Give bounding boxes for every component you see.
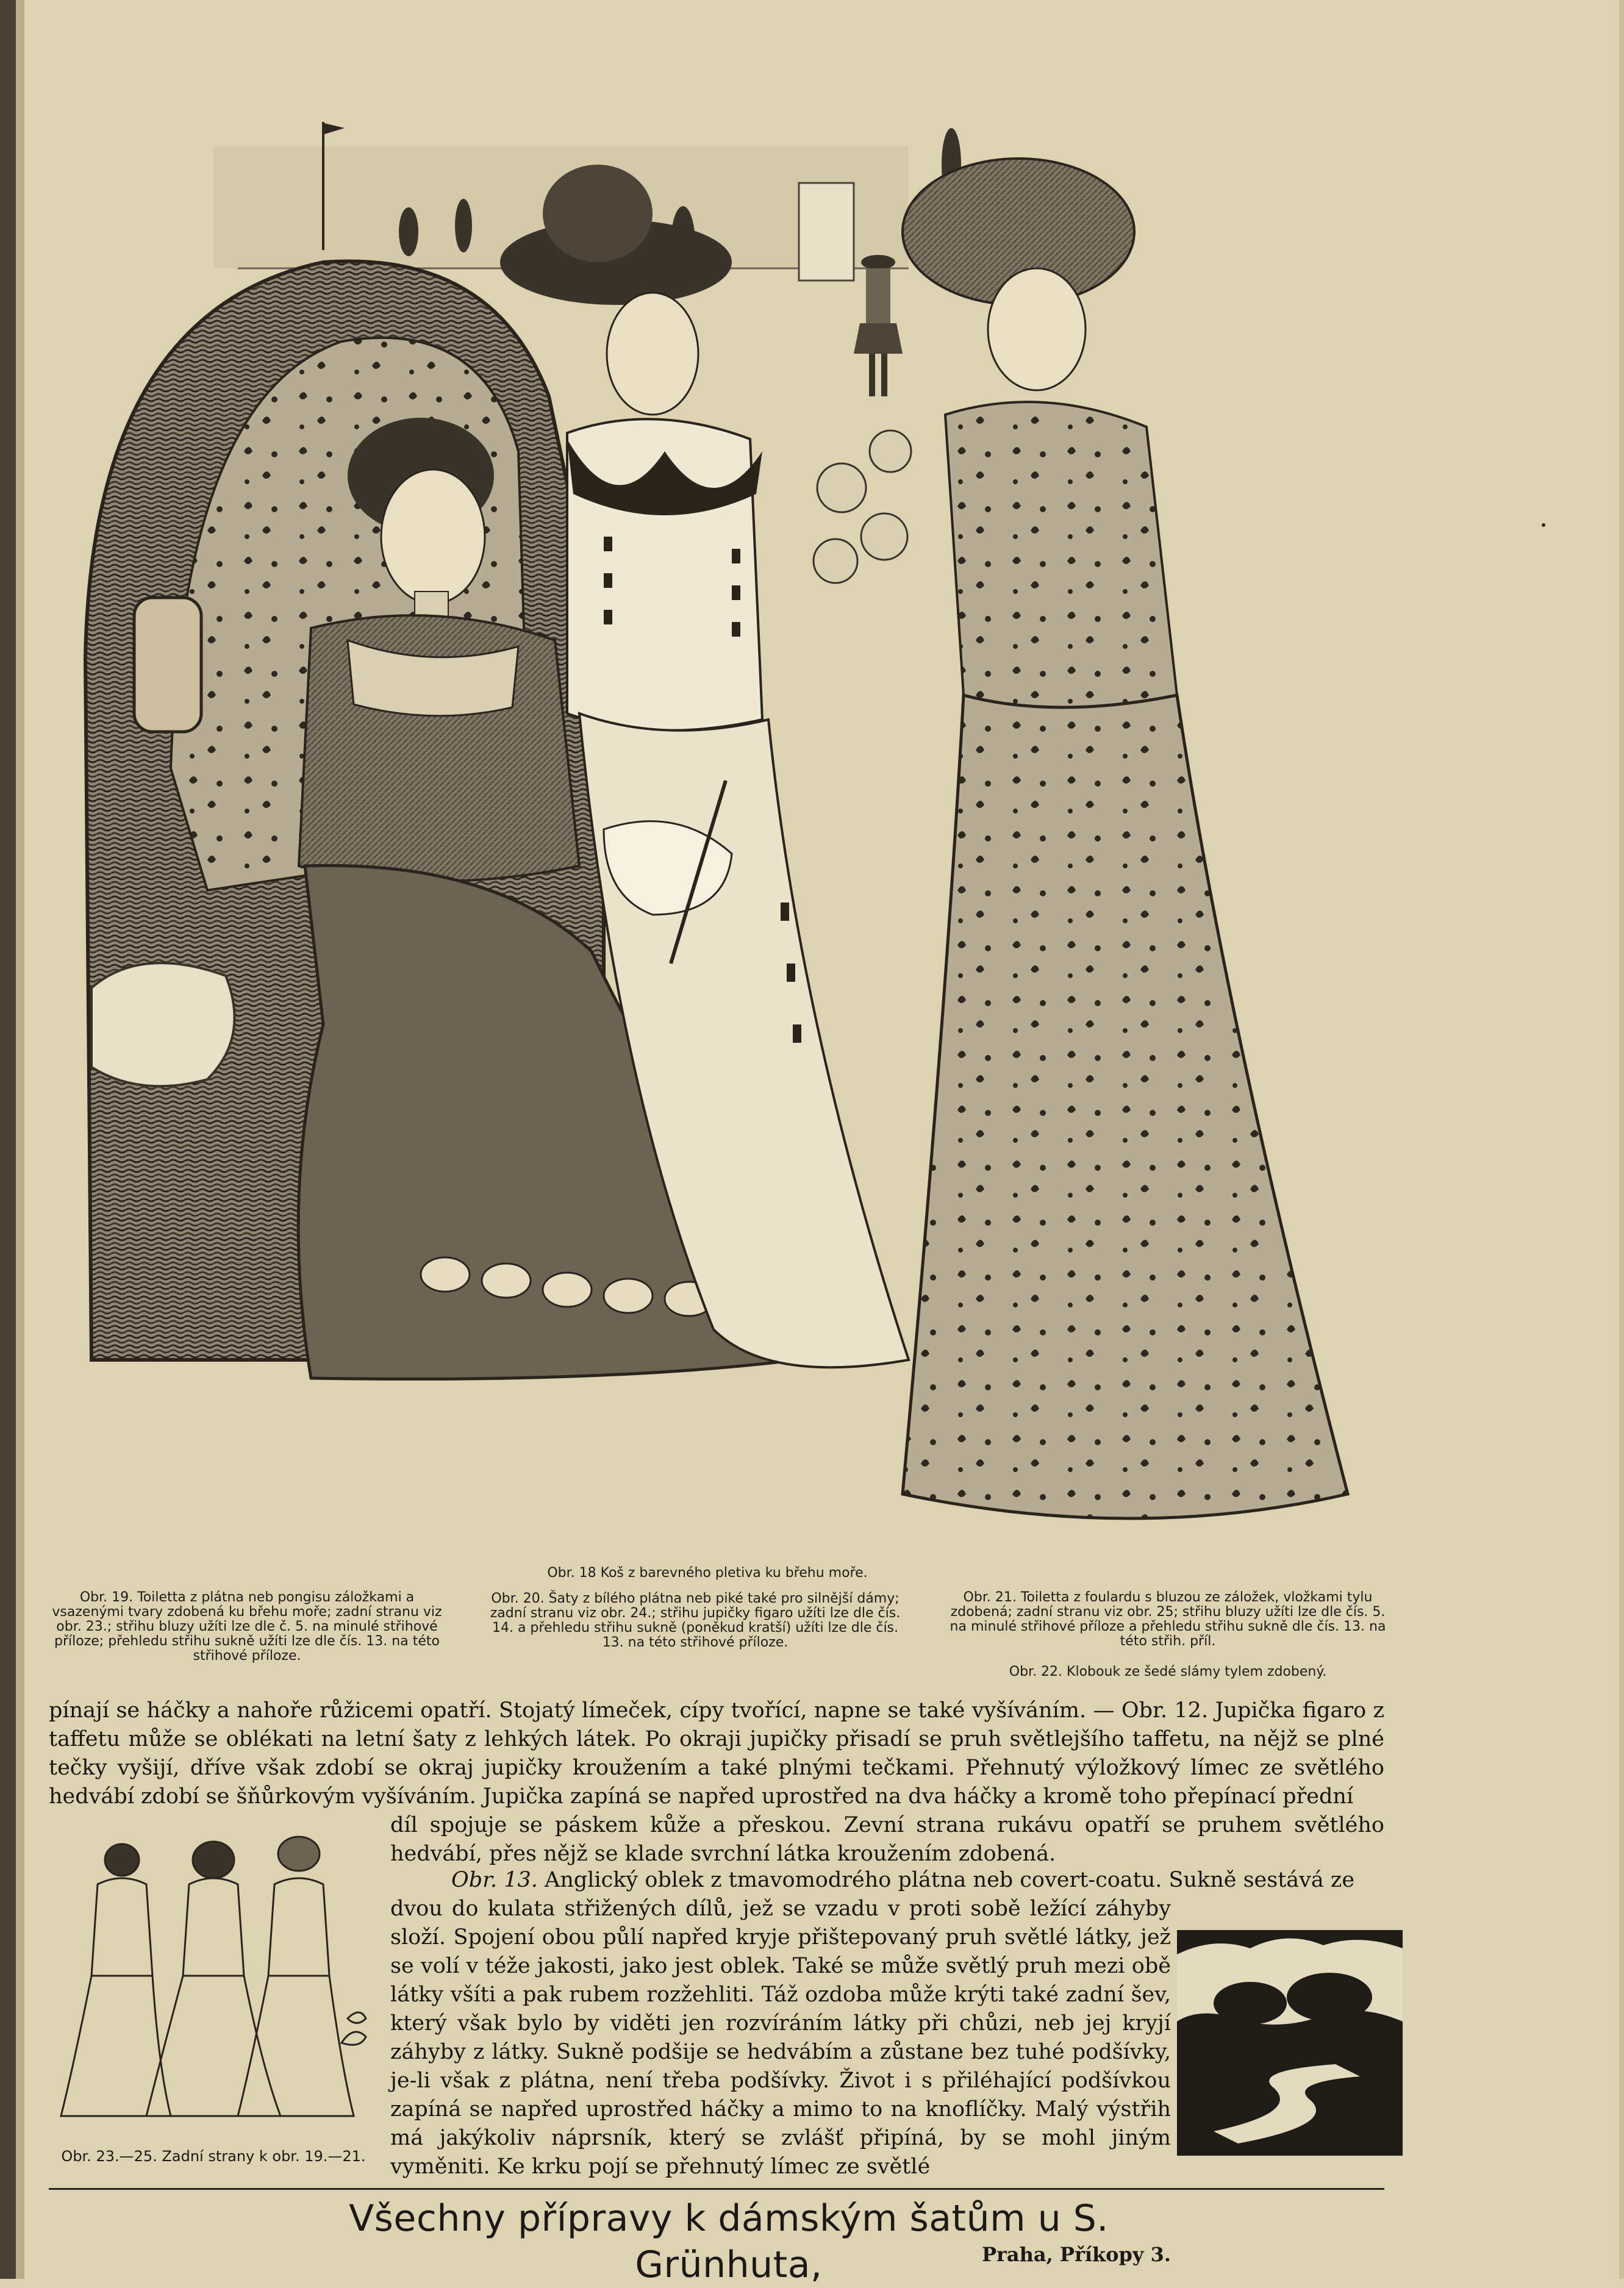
advertisement-headline: Všechny přípravy k dámským šatům u S. Grünhuta,	[349, 2197, 1109, 2286]
spine-edge	[16, 0, 24, 2279]
body-paragraph-1	[49, 1696, 1384, 1811]
page-edge	[1619, 0, 1624, 2279]
caption-obr-20: Obr. 20. Šaty z bílého plátna neb piké také pro silnější dámy; zadní stranu viz obr. 24.; střihu jupičky figaro užíti lze dle čís. 14. a přehledu střihu sukně (poněkud kratší) užíti lze dle čís. 13. na této střihové příloze.	[490, 1591, 901, 1650]
paragraph-text: Anglický oblek z tmavomodrého plátna neb covert-coatu. Sukně sestává ze	[545, 1868, 1355, 1892]
paragraph-text: díl spojuje se páskem kůže a přeskou. Zevní strana rukávu opatří se pruhem světlého hedvábí, přes nějž se klade svrchní látka kroužením zdobená.	[390, 1813, 1384, 1866]
caption-obr-18: Obr. 18 Koš z barevného pletiva ku břehu moře.	[547, 1565, 868, 1581]
caption-obr-23-25: Obr. 23.—25. Zadní strany k obr. 19.—21.	[61, 2148, 366, 2165]
caption-obr-19: Obr. 19. Toiletta z plátna neb pongisu záložkami a vsazenými tvary zdobená ku břehu moře; zadní stranu viz obr. 23.; střihu bluzy užíti lze dle č. 5. na minulé střihové příloze; přehledu střihu sukně užíti lze dle čís. 13. na této střihové příloze.	[52, 1590, 442, 1664]
caption-obr-21: Obr. 21. Toiletta z foulardu s bluzou ze záložek, vložkami tylu zdobená; zadní stranu viz obr. 25; střihu bluzy užíti lze dle čís. 5. na minulé střihové příloze a přehledu střihu sukně dle čís. 13. na této střih. příl.	[950, 1590, 1386, 1649]
paragraph-text: dvou do kulata střižených dílů, jež se vzadu v proti sobě ležící záhyby složí. Spojení obou půlí napřed kryje přištepovaný pruh světlé látky, jež se volí v téže jakosti, jako jest oblek. Také se může světlý pruh mezi obě látky všíti a pak rubem rozžehliti. Táž ozdoba může krýti také zadní šev, který však bylo by viděti jen rozvíráním látky při chůzi, neb jej kryjí záhyby z látky. Sukně podšije se hedvábím a zůstane bez tuhé podšívky, je-li však z plátna, není třeba podšívky. Život i s přiléhající podšívkou zapíná se napřed uprostřed háčky a mimo to na knoflíčky. Malý výstřih má jakýkoliv náprsník, který se zvlášť připíná, by se mohl jiným vyměniti. Ke krku pojí se přehnutý límec ze světlé	[390, 1897, 1171, 2179]
scan-speck	[1542, 523, 1545, 527]
body-paragraph-1-continued	[390, 1811, 1384, 1868]
obr-13-first-line	[451, 1866, 1384, 1895]
footer-rule	[49, 2188, 1384, 2190]
obr-13-label: Obr. 13.	[451, 1868, 538, 1892]
fashion-illustration	[67, 110, 1421, 1561]
landscape-vignette	[1177, 1930, 1403, 2156]
back-views-illustration	[55, 1836, 378, 2140]
book-spine	[0, 0, 16, 2279]
caption-obr-22: Obr. 22. Klobouk ze šedé slámy tylem zdobený.	[1009, 1664, 1327, 1679]
advertisement-address: Praha, Příkopy 3.	[981, 2243, 1171, 2266]
obr-13-paragraph	[390, 1895, 1171, 2181]
paragraph-text: pínají se háčky a nahoře růžicemi opatří. Stojatý límeček, cípy tvořící, napne se také vyšíváním. — Obr. 12. Jupička figaro z taffetu může se oblékati na letní šaty z lehkých látek. Po okraji jupičky přisadí se pruh světlejšího taffetu, na nějž se plné tečky vyšijí, dříve však zdobí se okraj jupičky kroužením a také plnými tečkami. Přehnutý výložkový límec ze světlého hedvábí zdobí se šňůrkovým vyšíváním. Jupička zapíná se napřed uprostřed na dva háčky a kromě toho přepínací přední	[49, 1698, 1384, 1809]
